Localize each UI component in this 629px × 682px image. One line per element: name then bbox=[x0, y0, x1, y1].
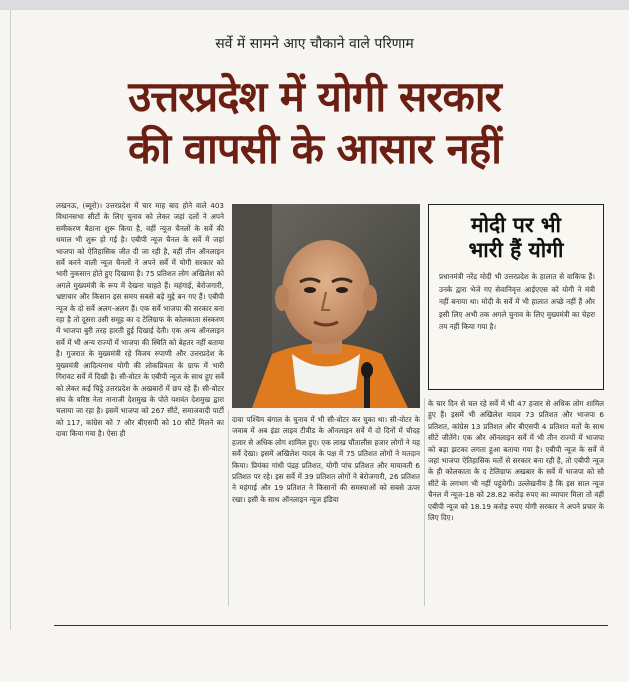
portrait-photo bbox=[232, 204, 420, 408]
sidebar-box bbox=[428, 204, 604, 390]
sidebar-title-line-2: भारी हैं योगी bbox=[468, 238, 564, 262]
sidebar-box-body: प्रधानमंत्री नरेंद्र मोदी भी उत्तरप्रदेश के हालात से वाकिफ हैं। उनके द्वारा भेजे गए सेवानिवृत्त आईएएस को योगी ने मंत्री नहीं बनाया था। मोदी के सर्वे में भी हालात अच्छे नहीं हैं और इसी लिए अभी तक अगले चुनाव के लिए मुख्यमंत्री का चेहरा तय नहीं किया गया है। bbox=[439, 272, 595, 332]
portrait-illustration bbox=[232, 204, 420, 408]
sidebar-title-line-1: मोदी पर भी bbox=[471, 213, 561, 237]
column-divider-2 bbox=[424, 398, 425, 606]
bottom-rule bbox=[54, 625, 608, 626]
headline-line-1: उत्तरप्रदेश में योगी सरकार bbox=[128, 72, 501, 121]
kicker-text: सर्वे में सामने आए चौकाने वाले परिणाम bbox=[215, 36, 414, 52]
headline-line-2: की वापसी के आसार नहीं bbox=[127, 124, 502, 173]
sidebar-box-title bbox=[429, 213, 603, 263]
article-column-2: दावा पश्चिम बंगाल के चुनाव में भी सी-वोटर कर चुका था। सी-वोटर के जवाब में अब इंडा लाइव टीवीड के ऑनलाइन सर्वे में दो दिनों में चौदह हजार से अधिक लोग शामिल हुए। एक लाख चौंतालीस हजार लोगों ने यह सर्वे देखा। इसमें अखिलेश यादव के पक्ष में 75 प्रतिशत लोगों ने मतदान किया। प्रियंका गांधी पंद्रह प्रतिशत, योगी पांच प्रतिशत और मायावती 6 प्रतिशत पर रहे। इस सर्वे में 39 प्रतिशत लोगों ने बेरोजगारी, 26 प्रतिशत ने महंगाई और 19 प्रतिशत ने किसानों की समस्याओं को सबसे ऊपर रखा। इसी के साथ ऑनलाइन न्यूज इंडिया bbox=[232, 415, 420, 504]
article-column-3: के चार दिन से चल रहे सर्वे में भी 47 हजार से अधिक लोग शामिल हुए हैं। इसमें भी अखिलेश यादव 73 प्रतिशत और भाजपा 6 प्रतिशत, कांग्रेस 13 प्रतिशत और बीएसपी 4 प्रतिशत मतों के साथ सीटें जीतेंगे। एक और ऑनलाइन सर्वे में भी तीन राज्यों में भाजपा को बड़ा झटका लगता हुआ बताया गया है। एबीपी न्यूज के सर्वे में जहां भाजपा ऐतिहासिक मतों से सरकार बना रही है, तो एबीपी न्यूज के ही कोलकाता के द टेलिग्राफ अखबार के सर्वे में भाजपा को सौ सीटें के लगभग भी नहीं पहुंचेगी। उल्लेखनीय है कि इस साल न्यूज चैनल में न्यूज-18 को 28.82 करोड़ रुपए का व्यापार मिला तो वहीं एबीपी न्यूज को 18.19 करोड़ रुपए योगी सरकार ने अपने प्रचार के लिए दिए। bbox=[428, 399, 604, 523]
article-column-1: लखनऊ, (ब्यूरो)। उत्तरप्रदेश में चार माह बाद होने वाले 403 विधानसभा सीटों के लिए चुनाव को लेकर जहां दलों ने अपने समीकरण बैठाना शुरू किया है, वहीं न्यूज चैनलों के सर्वे की धमाल भी शुरू हो गई है। एबीपी न्यूज चैनल के सर्वे में जहां भाजपा को ऐतिहासिक जीत दी जा रही है, वहीं तीन ऑनलाइन सर्वे करने वाली न्यूज चैनलों ने अपने सर्वे में योगी सरकार को भारी नुकसान होते हुए दिखाया है। 75 प्रतिशत लोग अखिलेश को अगले मुख्यमंत्री के रूप में देखना चाहते हैं। महंगाई, बेरोजगारी, भ्रष्टाचार और किसान इस समय सबसे बड़े मुद्दे बन गए हैं। एबीपी न्यूज के दो सर्वे अलग-अलग हैं। एक सर्वे भाजपा की सरकार बना रहा है तो दूसरा उसी समूह का द टेलिग्राफ के कोलकाता संस्करण में भाजपा बुरी तरह हारती हुई दिखाई देती। एक अन्य ऑनलाइन सर्वे में भी अन्य राज्यों में भाजपा की स्थिति को बेहतर नहीं बताया है। गुजरात के मुख्यमंत्री रहे विजय रुपाणी और उत्तरप्रदेश के मुख्यमंत्री आदित्यनाथ योगी की लोकप्रियता के ग्राफ में भारी गिरावट सर्वे में दिखी है। सी-वोटर के एबीपी न्यूज के साथ हुए सर्वे को लेकर कई चिट्ठे उत्तरप्रदेश के अखबारों में छप रहे हैं। सी-वोटर संघ के वरिष्ठ नेता नानाजी देशमुख के पोते यशवंत देशमुख द्वारा चलाया जा रहा है। इसमें भाजपा को 267 सीटें, समाजवादी पार्टी को 117, कांग्रेस को 7 और बीएसपी को 10 सीटें मिलने का दावा किया गया है। ऐसा ही bbox=[56, 201, 224, 439]
top-strip bbox=[0, 0, 629, 10]
column-divider-1 bbox=[228, 410, 229, 606]
